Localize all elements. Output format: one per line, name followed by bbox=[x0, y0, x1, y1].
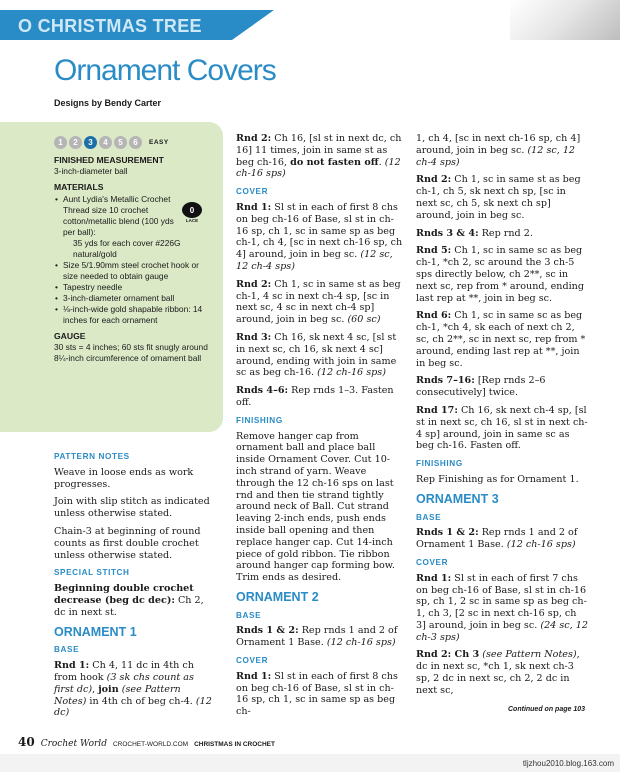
skill-level-2: 2 bbox=[69, 136, 82, 149]
pattern-note: Chain-3 at beginning of round counts as first double crochet unless otherwise stated. bbox=[54, 525, 201, 561]
page-footer bbox=[18, 735, 275, 749]
round-label: Rnd 2: Ch 3 bbox=[416, 649, 480, 661]
round-instruction bbox=[416, 527, 588, 551]
round-text: Ch 1, sc in same sc as beg ch-1, *ch 4, sk each of next ch 2, sc, ch 2**, sc in next sc, rep from * around, ending last rep at **, join in beg sc. bbox=[416, 310, 586, 369]
round-label: Rnd 2: bbox=[236, 278, 272, 290]
round-instruction bbox=[416, 405, 588, 452]
round-count: (24 sc, 12 ch-3 sps) bbox=[416, 619, 588, 643]
finishing-heading: FINISHING bbox=[236, 415, 283, 425]
list-item: • ⅛-inch-wide gold shapable ribbon: 14 inches for each ornament bbox=[54, 304, 215, 326]
column-2 bbox=[236, 133, 406, 724]
round-label: Rnds 1 & 2: bbox=[416, 527, 479, 539]
base-heading: BASE bbox=[236, 610, 262, 620]
round-instruction bbox=[236, 279, 406, 326]
round-label: Rnd 17: bbox=[416, 404, 458, 416]
section-name: CHRISTMAS IN CROCHET bbox=[194, 741, 275, 748]
skill-level-6: 6 bbox=[129, 136, 142, 149]
round-bold: join bbox=[98, 683, 119, 695]
round-label: Rnd 3: bbox=[236, 331, 272, 343]
round-bold: do not fasten off bbox=[290, 156, 379, 168]
finished-heading: FINISHED MEASUREMENT bbox=[54, 155, 164, 165]
round-label: Rnds 7–16: bbox=[416, 375, 475, 387]
watermark: tljzhou2010.blog.163.com bbox=[522, 759, 614, 768]
finishing-heading: FINISHING bbox=[416, 459, 463, 469]
round-label: Rnd 5: bbox=[416, 245, 452, 257]
round-count: (12 sc, 12 ch-4 sps) bbox=[416, 144, 576, 168]
round-text: Ch 4, 11 dc in 4th ch from hook bbox=[54, 660, 194, 683]
finished-text: 3-inch-diameter ball bbox=[54, 166, 128, 176]
round-count: (12 sc, 12 ch-4 sps) bbox=[236, 249, 393, 272]
banner-title: O CHRISTMAS TREE bbox=[18, 16, 202, 36]
round-count: (12 ch-16 sps) bbox=[236, 156, 401, 180]
round-count: (12 ch-16 sps) bbox=[317, 367, 386, 379]
base-heading: BASE bbox=[54, 645, 80, 655]
round-text: Ch 1, sc in same sc as beg ch-1, *ch 2, sc around the 3 ch-5 sps directly below, ch 2**, sc in next sc, rep from * around, ending last rep at **, join in beg sc. bbox=[416, 245, 584, 304]
page-curl-corner bbox=[510, 0, 620, 40]
round-instruction bbox=[236, 133, 406, 180]
round-text: [Rep rnds 2–6 consecutively] twice. bbox=[416, 375, 546, 399]
magazine-name: Crochet World bbox=[40, 739, 107, 749]
column-3 bbox=[416, 133, 588, 703]
list-item: 35 yds for each cover #226G natural/gold bbox=[73, 238, 181, 259]
round-instruction bbox=[236, 202, 406, 273]
round-text: Sl st in each of first 8 chs on beg ch-16 of Base, sl st in ch-16 sp, ch 1, sc in same sp as beg ch-1, ch 4, [sc in next ch-16 sp, ch 4] around, join in beg sc. bbox=[236, 201, 403, 261]
round-text: Rep rnds 1–3. Fasten off. bbox=[236, 385, 394, 408]
yarn-ball-icon: 0 bbox=[182, 202, 202, 218]
pattern-note: Join with slip stitch as indicated unless otherwise stated. bbox=[54, 496, 210, 520]
cover-heading: COVER bbox=[416, 557, 449, 567]
list-item: • Size 5/1.90mm steel crochet hook or size needed to obtain gauge bbox=[54, 260, 215, 282]
skill-level-3: 3 bbox=[84, 136, 97, 149]
round-count: (60 sc) bbox=[347, 314, 381, 326]
list-item: • Tapestry needle bbox=[54, 282, 215, 293]
round-instruction bbox=[236, 671, 406, 718]
page-title: Ornament Covers bbox=[54, 54, 276, 87]
round-instruction bbox=[416, 133, 588, 168]
round-instruction bbox=[416, 228, 588, 240]
ornament-3-heading: ORNAMENT 3 bbox=[416, 491, 499, 506]
round-instruction bbox=[416, 310, 588, 369]
finishing-text: Rep Finishing as for Ornament 1. bbox=[416, 473, 579, 485]
round-label: Rnd 1: bbox=[54, 660, 90, 672]
header-banner bbox=[0, 0, 620, 40]
round-text: Sl st in each of first 7 chs on beg ch-16 of Base, sl st in ch-16 sp, ch 1, 2 sc in same sp as beg ch-1, ch 3, [2 sc in next ch-16 sp, ch 3] around, join in beg sc. bbox=[416, 572, 587, 631]
column-1 bbox=[54, 446, 216, 725]
round-label: Rnd 2: bbox=[236, 133, 272, 144]
round-note: (see Pattern Notes) bbox=[54, 683, 181, 707]
round-text: Ch 1, sc in same st as beg ch-1, 4 sc in next ch-4 sp, [sc in next sc, 4 sc in next ch-4 sp] around, join in beg sc. bbox=[236, 278, 401, 326]
round-text: Ch 1, sc in same st as beg ch-1, ch 5, sk next ch sp, [sc in next sc, ch 5, sk next ch sp] around, join in beg sc. bbox=[416, 174, 581, 221]
round-text: Rep rnds 1 and 2 of Ornament 1 Base. bbox=[236, 625, 398, 649]
skill-level-label: EASY bbox=[149, 138, 169, 146]
round-note: (see Pattern Notes) bbox=[482, 649, 577, 661]
continued-note: Continued on page 103 bbox=[508, 706, 586, 713]
special-stitch-text bbox=[54, 583, 216, 618]
skill-level-row bbox=[54, 134, 215, 150]
round-label: Rnd 2: bbox=[416, 174, 452, 186]
round-label: Rnd 1: bbox=[416, 572, 452, 584]
round-text: Rep rnds 1 and 2 of Ornament 1 Base. bbox=[416, 527, 578, 551]
round-label: Rnd 1: bbox=[236, 670, 272, 682]
lace-weight-badge bbox=[182, 202, 204, 226]
round-instruction bbox=[416, 649, 588, 696]
round-label: Rnd 1: bbox=[236, 201, 272, 213]
gauge-text: 30 sts = 4 inches; 60 sts fit snugly around 8¼-inch circumference of ornament ball bbox=[54, 342, 208, 363]
round-text: Ch 16, [sl st in next dc, ch 16] 11 times, join in same st as beg ch-16, bbox=[236, 133, 402, 168]
round-instruction bbox=[236, 385, 406, 409]
round-instruction bbox=[416, 573, 588, 644]
cover-heading: COVER bbox=[236, 187, 269, 197]
round-instruction bbox=[416, 245, 588, 304]
round-label: Rnds 4–6: bbox=[236, 385, 289, 397]
list-item: • 3-inch-diameter ornament ball bbox=[54, 293, 215, 304]
round-count: (12 ch-16 sps) bbox=[506, 539, 576, 551]
round-text: in 4th ch of beg ch-4. bbox=[86, 695, 196, 707]
page-number: 40 bbox=[18, 735, 35, 749]
round-text: Rep rnd 2. bbox=[478, 227, 533, 239]
round-instruction bbox=[54, 660, 216, 719]
materials-box bbox=[0, 122, 223, 432]
ornament-2-heading: ORNAMENT 2 bbox=[236, 589, 319, 604]
round-count: (12 dc) bbox=[54, 695, 212, 719]
round-text: . bbox=[378, 156, 385, 168]
ornament-1-heading: ORNAMENT 1 bbox=[54, 624, 137, 639]
round-instruction bbox=[236, 332, 406, 379]
round-text: , bbox=[92, 683, 99, 695]
skill-level-4: 4 bbox=[99, 136, 112, 149]
cover-heading: COVER bbox=[236, 656, 269, 666]
skill-level-1: 1 bbox=[54, 136, 67, 149]
banner-tail bbox=[232, 10, 274, 40]
byline: Designs by Bendy Carter bbox=[54, 98, 162, 108]
finishing-text: Remove hanger cap from ornament ball and place ball inside Ornament Cover. Cut 10-inch strand of yarn. Weave through the 12 ch-16 sps on last rnd and then tie strand tightly around neck of Ball. Cut strand leaving 2-inch ends, push ends inside ball opening and then replace hanger cap. Cut 14-inch piece of gold ribbon. Tie ribbon around hanger cap forming bow. Trim ends as desired. bbox=[236, 430, 395, 584]
special-stitch-heading: SPECIAL STITCH bbox=[54, 568, 130, 578]
special-stitch-desc: Ch 2, dc in next st. bbox=[54, 594, 204, 618]
website-link: CROCHET-WORLD.COM bbox=[112, 741, 189, 748]
special-stitch-name: Beginning double crochet decrease (beg dc dec): bbox=[54, 583, 194, 606]
lace-badge-label: LACE bbox=[185, 218, 199, 223]
round-text: 1, ch 4, [sc in next ch-16 sp, ch 4] around, join in beg sc. bbox=[416, 133, 581, 156]
round-text: Ch 16, sk next ch-4 sp, [sl st in next sc, ch 16, sl st in next ch-4 sp] around, join in same sc as beg ch-16. Fasten off. bbox=[416, 404, 588, 452]
round-instruction bbox=[416, 174, 588, 221]
round-text: Ch 16, sk next 4 sc, [sl st in next sc, ch 16, sk next 4 sc] around, ending with join in same sc as beg ch-16. bbox=[236, 331, 397, 379]
round-count: (12 ch-16 sps) bbox=[326, 637, 396, 649]
round-label: Rnds 3 & 4: bbox=[416, 227, 479, 239]
round-text: Sl st in each of first 8 chs on beg ch-16 of Base, sl st in ch-16 sp, ch 1, sc in same sp as beg ch- bbox=[236, 670, 398, 718]
skill-level-5: 5 bbox=[114, 136, 127, 149]
round-note: (3 sk chs count as first dc) bbox=[54, 671, 194, 695]
round-instruction bbox=[236, 625, 406, 649]
round-label: Rnds 1 & 2: bbox=[236, 625, 299, 637]
pattern-note: Weave in loose ends as work progresses. bbox=[54, 466, 194, 490]
base-heading: BASE bbox=[416, 512, 442, 522]
list-item: • Aunt Lydia's Metallic Crochet Thread size 10 crochet cotton/metallic blend (100 yds per ball): bbox=[54, 194, 215, 238]
round-text: , dc in next sc, *ch 1, sk next ch-3 sp, 2 dc in next sc, ch 2, 2 dc in next sc, bbox=[416, 649, 580, 696]
materials-heading: MATERIALS bbox=[54, 182, 104, 192]
round-label: Rnd 6: bbox=[416, 310, 452, 322]
gauge-heading: GAUGE bbox=[54, 331, 86, 341]
round-instruction bbox=[416, 375, 588, 399]
pattern-notes-heading: PATTERN NOTES bbox=[54, 452, 130, 461]
